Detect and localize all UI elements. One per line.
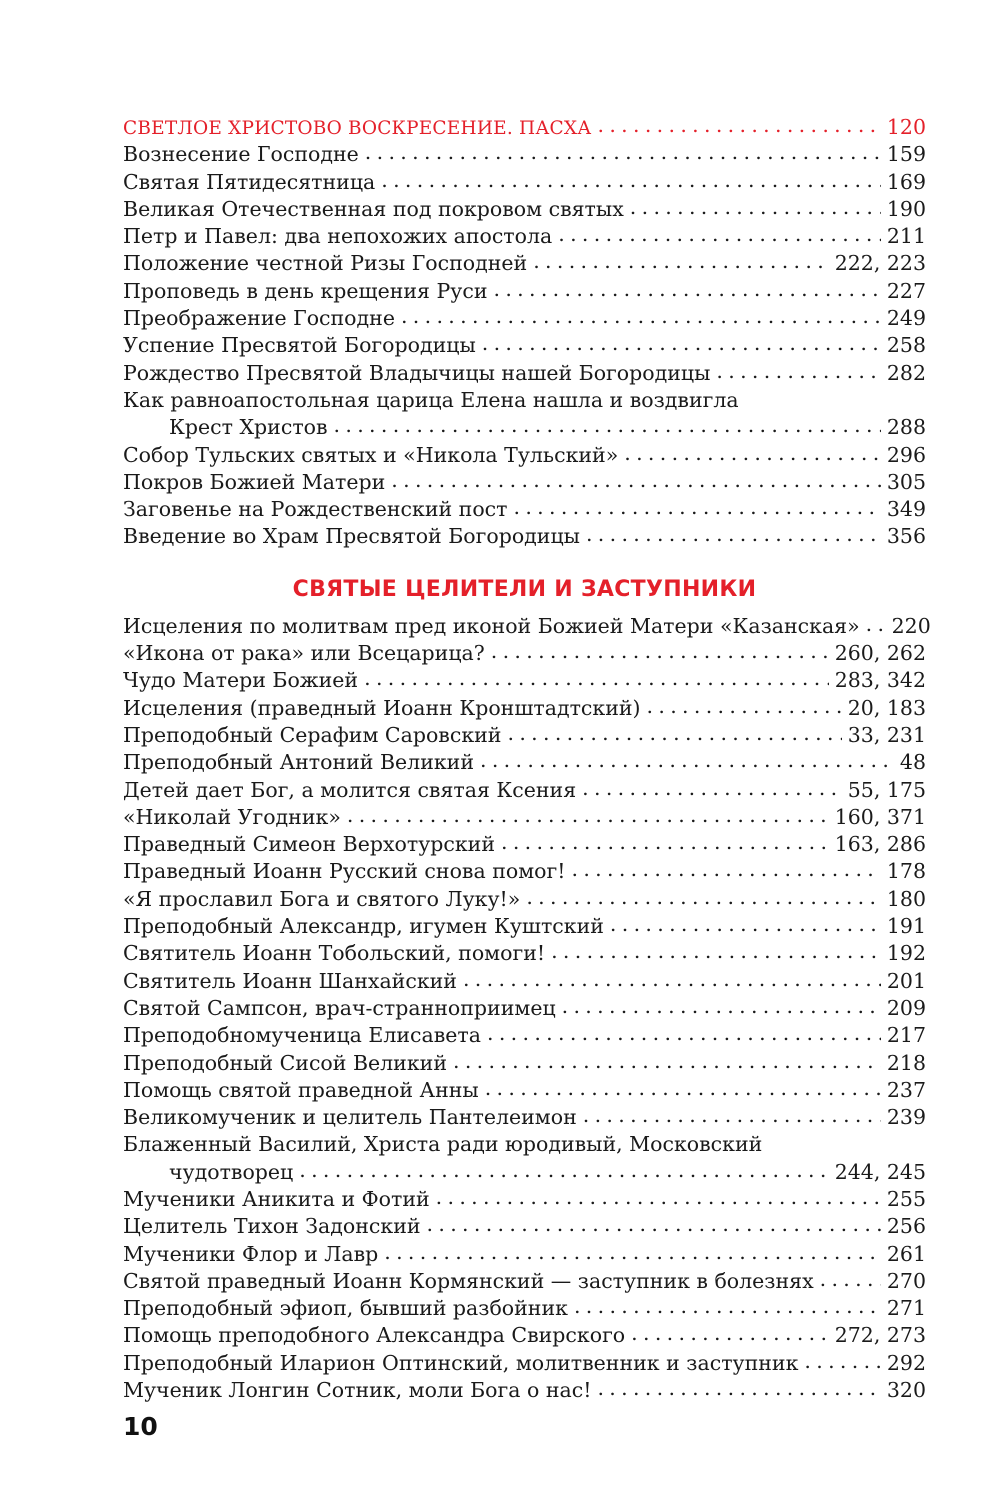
entry-title: Преподобный Сисой Великий [123,1050,447,1075]
entry-pages: 169 [886,169,926,194]
entry-pages: 239 [886,1105,926,1130]
section-2-list [123,613,931,1405]
entry-title: Помощь преподобного Александра Свирского [123,1323,626,1348]
entry-pages: 217 [886,1023,926,1048]
dot-leader [491,638,829,665]
toc-entry [123,1186,926,1213]
list-item [123,1104,926,1131]
toc-entry [123,196,926,223]
list-item [123,305,926,332]
toc-entry [123,278,926,305]
entry-title: Преподобный эфиоп, бывший разбойник [123,1296,568,1321]
toc-entry [123,469,926,496]
toc-entry [123,831,926,858]
entry-title: Крест Христов [169,415,328,440]
toc-entry [123,141,926,168]
list-item [123,223,926,250]
entry-pages: 258 [886,333,926,358]
entry-title: Великомученик и целитель Пантелеимон [123,1105,577,1130]
dot-leader [562,993,881,1020]
list-item [123,804,926,831]
entry-title: «Николай Угодник» [123,804,341,829]
dot-leader [487,1020,881,1047]
list-item [123,1131,926,1186]
toc-entry [123,1104,926,1131]
dot-leader [716,358,880,385]
list-item [123,387,926,442]
entry-title: Собор Тульских святых и «Никола Тульский» [123,442,619,467]
list-item [123,141,926,168]
page-number: 10 [123,1412,158,1441]
dot-leader [571,856,880,883]
toc-entry [123,613,931,640]
toc-entry [123,223,926,250]
entry-pages: 180 [886,886,926,911]
dot-leader [582,775,842,802]
entry-title: Святой Сампсон, врач-странноприимец [123,995,556,1020]
entry-title: Преподобномученица Елисавета [123,1023,481,1048]
entry-pages: 237 [886,1077,926,1102]
entry-pages: 255 [886,1186,926,1211]
entry-title: Святая Пятидесятница [123,169,376,194]
toc-entry [123,1077,926,1104]
toc-entry [123,360,926,387]
entry-pages: 305 [886,469,926,494]
list-item [123,695,926,722]
list-item [123,1295,926,1322]
entry-pages: 55, 175 [847,777,926,802]
toc-entry [123,858,926,885]
entry-title: Вознесение Господне [123,142,359,167]
entry-title-line1: Блаженный Василий, Христа ради юродивый, Московский [123,1132,763,1157]
entry-pages: 296 [886,442,926,467]
list-item [123,1022,926,1049]
entry-title: Заговенье на Рождественский пост [123,497,508,522]
toc-entry [123,1159,926,1186]
dot-leader [598,112,881,139]
entry-title: Святитель Иоанн Тобольский, помоги! [123,941,546,966]
entry-title: Исцеления (праведный Иоанн Кронштадтский) [123,695,641,720]
toc-entry [123,913,926,940]
entry-title: Проповедь в день крещения Руси [123,278,488,303]
dot-leader [804,1348,880,1375]
entry-pages: 211 [886,224,926,249]
toc-entry [123,1213,926,1240]
dot-leader [347,802,829,829]
list-item [123,777,926,804]
dot-leader [501,829,829,856]
list-item [123,1186,926,1213]
entry-title: Покров Божией Матери [123,469,386,494]
section-heading-healers: СВЯТЫЕ ЦЕЛИТЕЛИ И ЗАСТУПНИКИ [292,576,757,602]
entry-title: Мученики Аникита и Фотий [123,1186,430,1211]
toc-entry [123,722,926,749]
entry-title: Преподобный Серафим Саровский [123,722,502,747]
entry-title: Святитель Иоанн Шанхайский [123,968,457,993]
entry-pages: 222, 223 [834,251,926,276]
dot-leader [647,693,842,720]
entry-pages: 260, 262 [834,641,926,666]
entry-title: Преподобный Антоний Великий [123,750,475,775]
entry-title: Мученики Флор и Лавр [123,1241,379,1266]
entry-pages: 288 [886,415,926,440]
dot-leader [365,139,881,166]
entry-pages: 292 [886,1350,926,1375]
section-heading-easter [123,114,926,141]
toc-entry [123,1322,926,1349]
entry-pages: 227 [886,278,926,303]
entry-title: Мученик Лонгин Сотник, моли Бога о нас! [123,1378,592,1403]
entry-pages: 178 [886,859,926,884]
list-item [123,332,926,359]
toc-entry [123,886,926,913]
dot-leader [820,1266,881,1293]
entry-pages: 209 [886,995,926,1020]
dot-leader [482,330,881,357]
toc-entry [123,305,926,332]
entry-pages: 272, 273 [834,1323,926,1348]
toc-entry [123,1350,926,1377]
list-item [123,1077,926,1104]
toc-entry [123,804,926,831]
entry-pages: 283, 342 [834,668,926,693]
dot-leader [381,167,881,194]
entry-pages: 249 [886,306,926,331]
list-item [123,250,926,277]
toc-entry [123,523,926,550]
entry-pages: 192 [886,941,926,966]
entry-title: Введение во Храм Пресвятой Богородицы [123,524,580,549]
toc-entry [123,496,926,523]
entry-pages: 163, 286 [834,832,926,857]
dot-leader [391,467,881,494]
section-1-list [123,141,926,550]
dot-leader [427,1211,881,1238]
entry-pages: 270 [886,1268,926,1293]
toc-entry [123,1241,926,1268]
entry-pages: 201 [886,968,926,993]
entry-title: Преображение Господне [123,306,395,331]
entry-pages: 256 [886,1214,926,1239]
dot-leader [453,1048,881,1075]
entry-pages: 191 [886,914,926,939]
entry-title: Петр и Павел: два непохожих апостола [123,224,553,249]
entry-title: Праведный Симеон Верхотурский [123,832,495,857]
entry-pages: 159 [886,142,926,167]
entry-pages: 271 [886,1296,926,1321]
dot-leader [574,1293,881,1320]
list-item [123,469,926,496]
toc-entry [123,332,926,359]
entry-title: Помощь святой праведной Анны [123,1077,479,1102]
list-item [123,749,926,776]
list-item [123,1322,926,1349]
dot-leader [610,911,881,938]
toc-entry [123,1295,926,1322]
toc-entry [123,169,926,196]
entry-title: Детей дает Бог, а молится святая Ксения [123,777,577,802]
toc-entry [123,749,926,776]
toc-entry [123,968,926,995]
toc-entry [123,995,926,1022]
dot-leader [586,521,881,548]
entry-pages: 349 [886,497,926,522]
entry-title: «Я прославил Бога и святого Луку!» [123,886,521,911]
entry-title: Положение честной Ризы Господней [123,251,528,276]
toc-entry [123,940,926,967]
entry-title: Успение Пресвятой Богородицы [123,333,476,358]
toc-entry [123,442,926,469]
entry-title: Рождество Пресвятой Владычицы нашей Богородицы [123,360,711,385]
dot-leader [507,720,841,747]
list-item [123,886,926,913]
list-item [123,360,926,387]
entry-title: СВЕТЛОЕ ХРИСТОВО ВОСКРЕСЕНИЕ. ПАСХА [123,118,592,139]
dot-leader [551,938,881,965]
dot-leader [631,1320,829,1347]
list-item [123,1268,926,1295]
entry-title: Преподобный Иларион Оптинский, молитвенник и заступник [123,1350,799,1375]
dot-leader [480,747,894,774]
dot-leader [463,966,881,993]
toc-entry [123,667,926,694]
entry-pages: 218 [886,1050,926,1075]
entry-title: Святой праведный Иоанн Кормянский — заступник в болезнях [123,1268,814,1293]
list-item [123,496,926,523]
dot-leader [583,1102,881,1129]
list-item [123,442,926,469]
list-item [123,940,926,967]
dot-leader [384,1239,881,1266]
entry-title: Исцеления по молитвам пред иконой Божией Матери «Казанская» [123,613,860,638]
dot-leader [866,611,886,638]
toc-entry [123,640,926,667]
dot-leader [485,1075,881,1102]
list-item [123,1213,926,1240]
entry-pages: 190 [886,196,926,221]
dot-leader [334,412,881,439]
entry-pages: 356 [886,524,926,549]
entry-title: Целитель Тихон Задонский [123,1214,421,1239]
list-item [123,169,926,196]
dot-leader [494,276,881,303]
dot-leader [526,884,881,911]
dot-leader [364,665,829,692]
entry-pages: 320 [886,1378,926,1403]
entry-pages: 33, 231 [847,722,926,747]
entry-title: Преподобный Александр, игумен Куштский [123,914,604,939]
list-item [123,1050,926,1077]
dot-leader [630,194,881,221]
toc-entry [123,1268,926,1295]
toc-entry [123,1022,926,1049]
list-item [123,1241,926,1268]
entry-title: Праведный Иоанн Русский снова помог! [123,859,566,884]
dot-leader [597,1375,880,1402]
entry-pages: 120 [886,115,926,139]
toc-entry [123,414,926,441]
entry-title: чудотворец [169,1159,294,1184]
entry-title: Чудо Матери Божией [123,668,359,693]
dot-leader [514,494,881,521]
dot-leader [436,1184,881,1211]
list-item [123,196,926,223]
list-item [123,722,926,749]
toc-entry [123,1377,926,1404]
dot-leader [624,440,881,467]
list-item [123,831,926,858]
list-item [123,1350,926,1377]
entry-pages: 282 [886,360,926,385]
dot-leader [558,221,881,248]
entry-pages: 160, 371 [834,804,926,829]
list-item [123,858,926,885]
entry-title: Великая Отечественная под покровом святых [123,196,624,221]
list-item [123,523,926,550]
list-item [123,613,931,640]
toc-entry [123,1050,926,1077]
entry-pages: 244, 245 [834,1159,926,1184]
list-item [123,640,926,667]
toc-entry [123,695,926,722]
dot-leader [401,303,881,330]
list-item [123,968,926,995]
entry-title-line1: Как равноапостольная царица Елена нашла и воздвигла [123,387,739,412]
entry-pages: 48 [899,750,926,775]
dot-leader [299,1157,828,1184]
list-item [123,1377,926,1404]
dot-leader [533,248,829,275]
entry-pages: 261 [886,1241,926,1266]
entry-title: «Икона от рака» или Всецарица? [123,641,485,666]
entry-pages: 220 [891,613,931,638]
table-of-contents [123,114,931,1404]
list-item [123,278,926,305]
list-item [123,995,926,1022]
list-item [123,667,926,694]
entry-pages: 20, 183 [847,695,926,720]
toc-entry [123,777,926,804]
list-item [123,913,926,940]
toc-entry [123,250,926,277]
